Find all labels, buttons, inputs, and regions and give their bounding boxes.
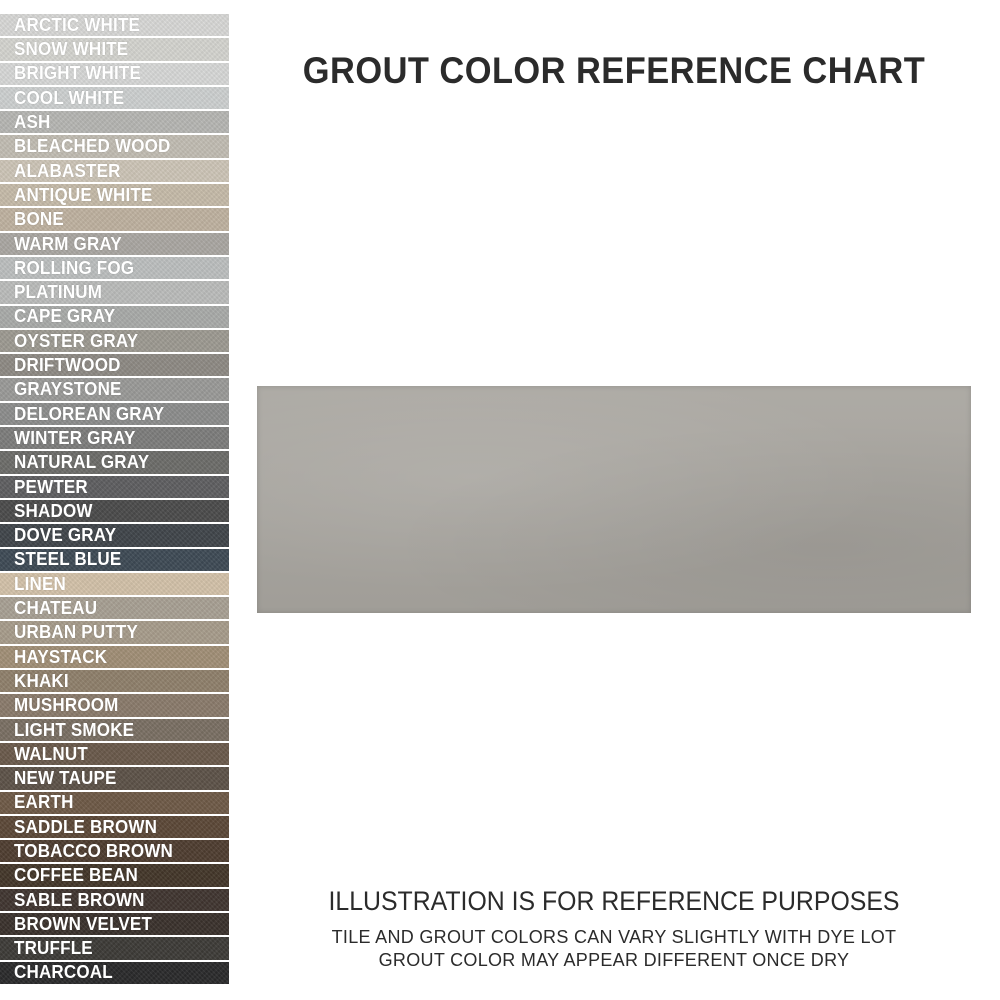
swatch-label: BRIGHT WHITE <box>14 62 142 84</box>
swatch-antique-white <box>0 184 229 206</box>
swatch-shadow <box>0 500 229 522</box>
swatch-coffee-bean <box>0 864 229 886</box>
swatch-charcoal <box>0 962 229 984</box>
swatch-label: ASH <box>14 111 51 133</box>
swatch-cool-white <box>0 87 229 109</box>
page-title: GROUT COLOR REFERENCE CHART <box>302 50 926 91</box>
swatch-bone <box>0 208 229 230</box>
swatch-dove-gray <box>0 524 229 546</box>
swatch-label: DOVE GRAY <box>14 524 117 546</box>
swatch-bright-white <box>0 63 229 85</box>
swatch-label: NEW TAUPE <box>14 767 117 789</box>
swatch-label: TRUFFLE <box>14 937 93 959</box>
swatch-label: GRAYSTONE <box>14 378 122 400</box>
swatch-label: PLATINUM <box>14 281 103 303</box>
swatch-label: WARM GRAY <box>14 232 122 254</box>
swatch-label: LINEN <box>14 572 66 594</box>
swatch-truffle <box>0 937 229 959</box>
swatch-brown-velvet <box>0 913 229 935</box>
swatch-alabaster <box>0 160 229 182</box>
swatch-label: ALABASTER <box>14 159 121 181</box>
swatch-pewter <box>0 476 229 498</box>
swatch-rolling-fog <box>0 257 229 279</box>
swatch-label: ARCTIC WHITE <box>14 13 141 35</box>
swatch-label: WALNUT <box>14 742 88 764</box>
swatch-bleached-wood <box>0 135 229 157</box>
swatch-label: BROWN VELVET <box>14 912 153 934</box>
swatch-label: ROLLING FOG <box>14 256 135 278</box>
swatch-winter-gray <box>0 427 229 449</box>
swatch-graystone <box>0 378 229 400</box>
swatch-cape-gray <box>0 306 229 328</box>
swatch-label: KHAKI <box>14 669 69 691</box>
swatch-ash <box>0 111 229 133</box>
swatch-label: WINTER GRAY <box>14 426 136 448</box>
swatch-label: EARTH <box>14 791 74 813</box>
disclaimer-dry-color-note: GROUT COLOR MAY APPEAR DIFFERENT ONCE DRY <box>378 950 850 970</box>
swatch-label: CHATEAU <box>14 597 98 619</box>
swatch-oyster-gray <box>0 330 229 352</box>
swatch-label: COFFEE BEAN <box>14 864 139 886</box>
swatch-label: DRIFTWOOD <box>14 354 121 376</box>
tile-sample <box>257 386 971 613</box>
swatch-earth <box>0 792 229 814</box>
swatch-mushroom <box>0 694 229 716</box>
swatch-sable-brown <box>0 889 229 911</box>
swatch-label: HAYSTACK <box>14 645 108 667</box>
swatch-arctic-white <box>0 14 229 36</box>
swatch-delorean-gray <box>0 403 229 425</box>
swatch-light-smoke <box>0 719 229 741</box>
swatch-haystack <box>0 646 229 668</box>
swatch-label: OYSTER GRAY <box>14 329 139 351</box>
swatch-label: ANTIQUE WHITE <box>14 183 153 205</box>
swatch-khaki <box>0 670 229 692</box>
swatch-label: NATURAL GRAY <box>14 451 150 473</box>
swatch-label: CHARCOAL <box>14 961 113 983</box>
swatch-linen <box>0 573 229 595</box>
swatch-label: BLEACHED WOOD <box>14 135 171 157</box>
swatch-label: CAPE GRAY <box>14 305 116 327</box>
swatch-steel-blue <box>0 549 229 571</box>
swatch-label: URBAN PUTTY <box>14 621 138 643</box>
swatch-new-taupe <box>0 767 229 789</box>
swatch-label: PEWTER <box>14 475 88 497</box>
swatch-chateau <box>0 597 229 619</box>
swatch-label: STEEL BLUE <box>14 548 122 570</box>
swatch-platinum <box>0 281 229 303</box>
swatch-label: TOBACCO BROWN <box>14 839 174 861</box>
swatch-saddle-brown <box>0 816 229 838</box>
swatch-label: DELOREAN GRAY <box>14 402 165 424</box>
swatch-urban-putty <box>0 621 229 643</box>
swatch-label: LIGHT SMOKE <box>14 718 135 740</box>
swatch-label: SHADOW <box>14 499 93 521</box>
swatch-tobacco-brown <box>0 840 229 862</box>
swatch-warm-gray <box>0 233 229 255</box>
swatch-snow-white <box>0 38 229 60</box>
swatch-label: COOL WHITE <box>14 86 125 108</box>
disclaimer-dye-lot-note: TILE AND GROUT COLORS CAN VARY SLIGHTLY WITH DYE LOT <box>331 927 897 947</box>
swatch-natural-gray <box>0 451 229 473</box>
swatch-label: SABLE BROWN <box>14 888 145 910</box>
disclaimer-heading: ILLUSTRATION IS FOR REFERENCE PURPOSES <box>328 886 900 916</box>
swatch-label: BONE <box>14 208 64 230</box>
grout-swatch-list <box>0 14 229 986</box>
swatch-label: MUSHROOM <box>14 694 119 716</box>
swatch-driftwood <box>0 354 229 376</box>
swatch-label: SNOW WHITE <box>14 38 129 60</box>
swatch-label: SADDLE BROWN <box>14 815 158 837</box>
swatch-walnut <box>0 743 229 765</box>
